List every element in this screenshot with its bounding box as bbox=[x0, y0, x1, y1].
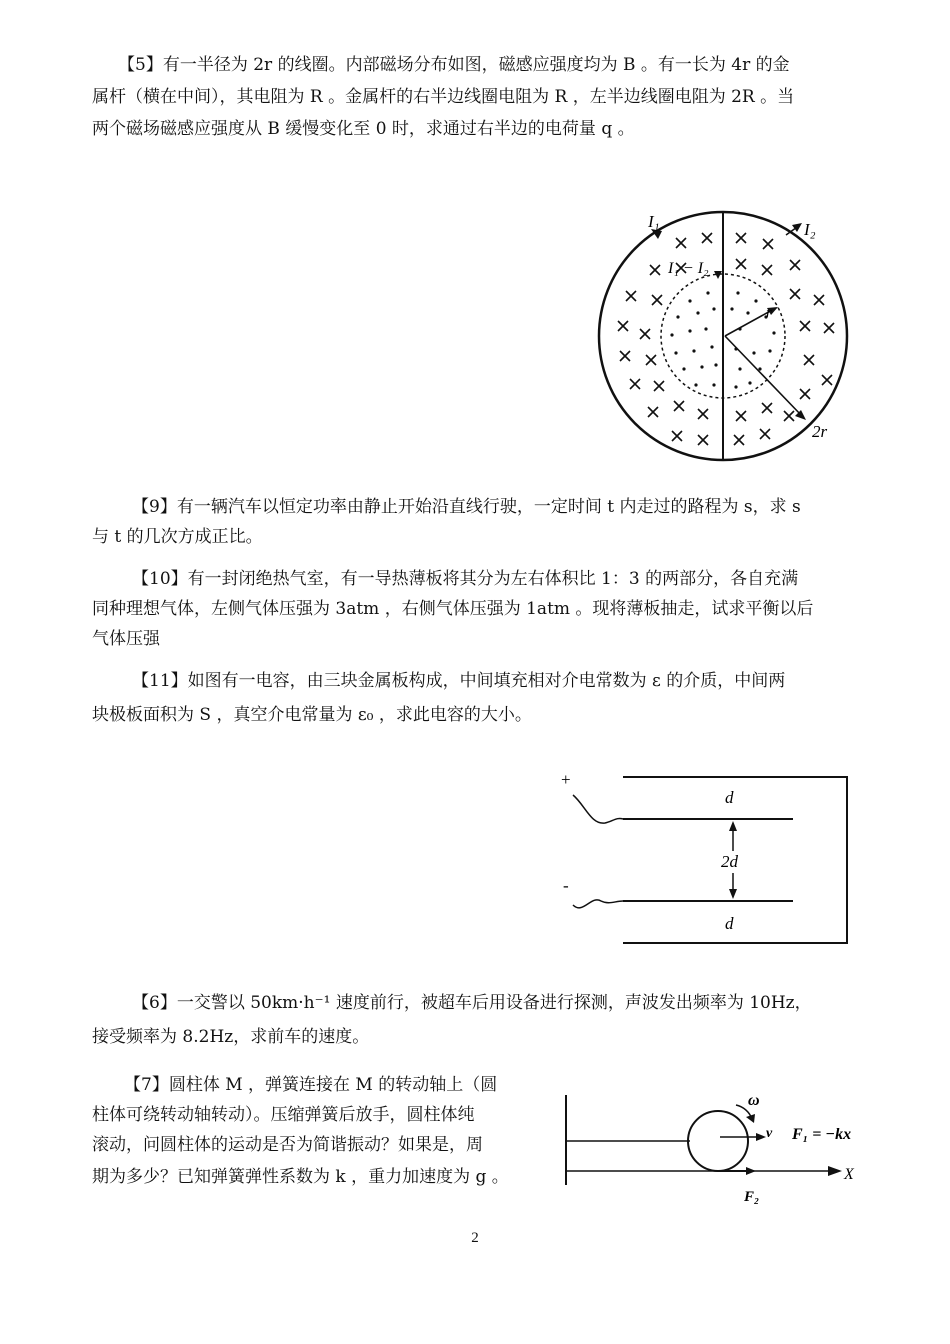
problem-11-line-2: 块极板面积为 S ，真空介电常量为 ε₀ ，求此电容的大小。 bbox=[92, 705, 532, 725]
problem-6-line-1: 【6】一交警以 50km·h⁻¹ 速度前行，被超车后用设备进行探测，声波发出频率为 10Hz， bbox=[132, 993, 812, 1013]
problem-7-line-2: 柱体可绕转动轴转动）。压缩弹簧后放手，圆柱体纯 bbox=[92, 1105, 475, 1125]
problem-10-line-3: 气体压强 bbox=[92, 629, 160, 649]
label-I1-minus-I2: I₁ − I₂ bbox=[668, 260, 709, 277]
problem-10-line-1: 【10】有一封闭绝热气室，有一导热薄板将其分为左右体积比 1：3 的两部分，各自充满 bbox=[132, 569, 799, 589]
label-X: X bbox=[844, 1166, 854, 1183]
problem-5-line-3: 两个磁场磁感应强度从 B 缓慢变化至 0 时，求通过右半边的电荷量 q 。 bbox=[92, 119, 635, 139]
label-F1: F₁ = −kx bbox=[792, 1126, 852, 1143]
problem-6-line-2: 接受频率为 8.2Hz，求前车的速度。 bbox=[92, 1027, 370, 1047]
label-r: r bbox=[766, 305, 772, 321]
problem-7-line-4: 期为多少？已知弹簧弹性系数为 k ，重力加速度为 g 。 bbox=[92, 1167, 509, 1187]
problem-5-line-2: 属杆（横在中间），其电阻为 R 。金属杆的右半边线圈电阻为 R ，左半边线圈电阻为 2R 。当 bbox=[92, 87, 795, 107]
minus-terminal-label: - bbox=[563, 876, 569, 895]
label-I1: I₁ bbox=[648, 212, 660, 231]
label-F2: F₂ bbox=[744, 1189, 760, 1205]
label-v: v bbox=[766, 1126, 773, 1141]
problem-9-line-2: 与 t 的几次方成正比。 bbox=[92, 527, 263, 547]
label-d-bottom: d bbox=[725, 914, 734, 933]
label-d-top: d bbox=[725, 788, 734, 807]
label-omega: ω bbox=[748, 1092, 760, 1109]
problem-10-line-2: 同种理想气体，左侧气体压强为 3atm ，右侧气体压强为 1atm 。现将薄板抽走，试求平衡以后 bbox=[92, 599, 814, 619]
magnetic-field-figure bbox=[590, 205, 855, 465]
capacitor-figure bbox=[555, 765, 855, 955]
label-2d: 2d bbox=[721, 852, 738, 871]
label-2r: 2r bbox=[812, 422, 828, 441]
label-I2: I₂ bbox=[804, 220, 816, 239]
problem-5-line-1: 【5】有一半径为 2r 的线圈。内部磁场分布如图，磁感应强度均为 B 。有一长为 4r 的金 bbox=[118, 55, 790, 75]
problem-7-line-3: 滚动，问圆柱体的运动是否为简谐振动？如果是，周 bbox=[92, 1135, 483, 1155]
cylinder-spring-figure bbox=[560, 1085, 860, 1210]
problem-7-line-1: 【7】圆柱体 M ，弹簧连接在 M 的转动轴上（圆 bbox=[124, 1075, 498, 1095]
plus-terminal-label: + bbox=[561, 770, 571, 789]
page-number: 2 bbox=[471, 1230, 479, 1246]
problem-11-line-1: 【11】如图有一电容，由三块金属板构成，中间填充相对介电常数为 ε 的介质，中间两 bbox=[132, 671, 786, 691]
problem-9-line-1: 【9】有一辆汽车以恒定功率由静止开始沿直线行驶，一定时间 t 内走过的路程为 s，求 s bbox=[132, 497, 801, 517]
